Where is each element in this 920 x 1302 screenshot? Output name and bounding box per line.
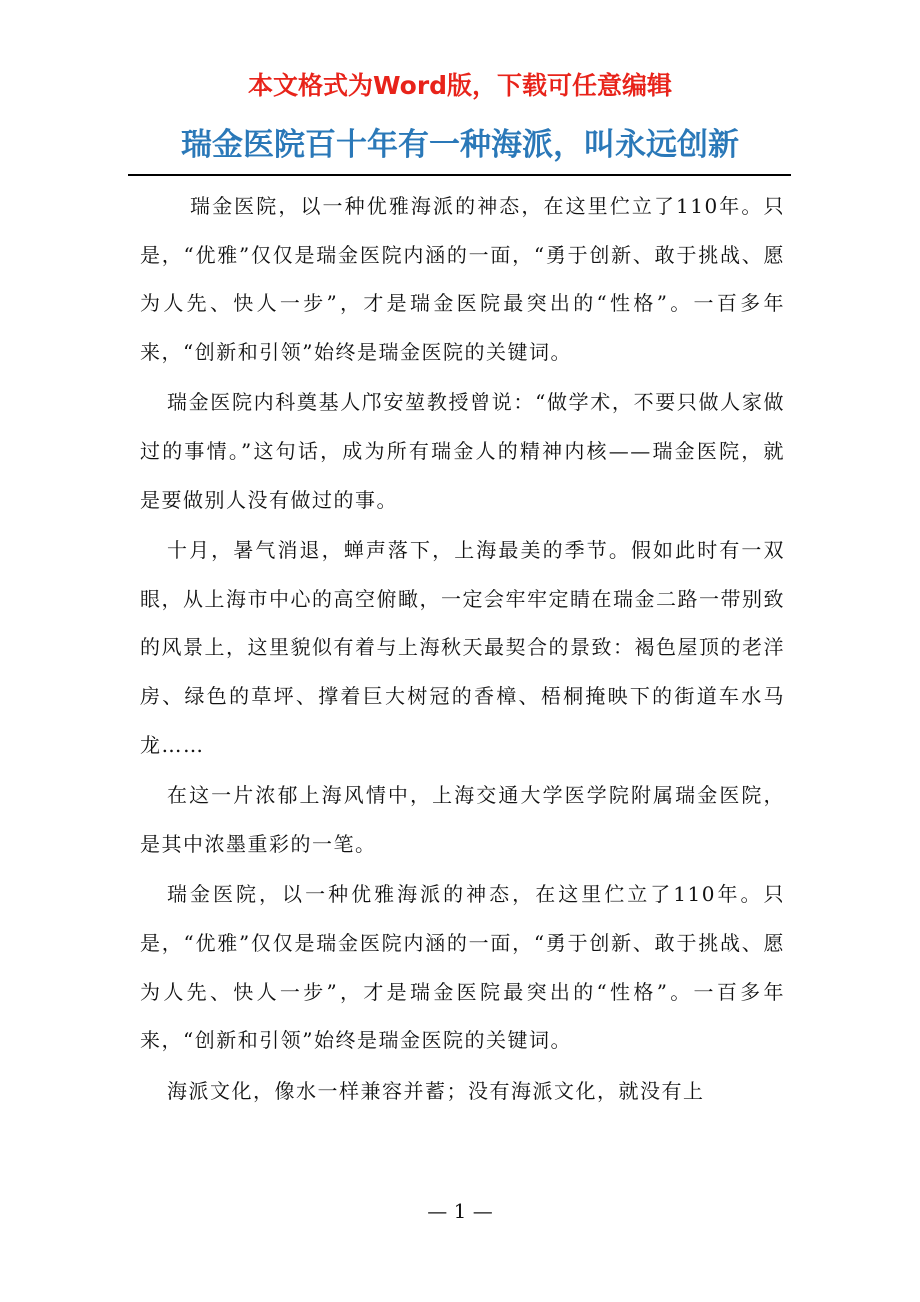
paragraph-4: 在这一片浓郁上海风情中，上海交通大学医学院附属瑞金医院，是其中浓墨重彩的一笔。	[140, 783, 785, 856]
title-divider	[128, 174, 791, 176]
format-notice-banner: 本文格式为Word版，下载可任意编辑	[247, 71, 673, 100]
paragraph-6: 海派文化，像水一样兼容并蓄；没有海派文化，就没有上	[167, 1078, 705, 1103]
document-body	[140, 182, 785, 1117]
page-number: — 1 —	[427, 1199, 493, 1223]
paragraph-5: 瑞金医院，以一种优雅海派的神态，在这里伫立了110年。只是，“优雅”仅仅是瑞金医院内涵的一面，“勇于创新、敢于挑战、愿为人先、快人一步”，才是瑞金医院最突出的“性格”。一百多年来，“创新和引领”始终是瑞金医院的关键词。	[140, 882, 785, 1053]
document-title: 瑞金医院百十年有一种海派，叫永远创新	[181, 127, 739, 163]
paragraph-2: 瑞金医院内科奠基人邝安堃教授曾说：“做学术，不要只做人家做过的事情。”这句话，成为所有瑞金人的精神内核——瑞金医院，就是要做别人没有做过的事。	[140, 390, 785, 512]
paragraph-1: 瑞金医院，以一种优雅海派的神态，在这里伫立了110年。只是，“优雅”仅仅是瑞金医院内涵的一面，“勇于创新、敢于挑战、愿为人先、快人一步”，才是瑞金医院最突出的“性格”。一百多年来，“创新和引领”始终是瑞金医院的关键词。	[140, 194, 785, 364]
paragraph-3: 十月，暑气消退，蝉声落下，上海最美的季节。假如此时有一双眼，从上海市中心的高空俯瞰，一定会牢牢定睛在瑞金二路一带别致的风景上，这里貌似有着与上海秋天最契合的景致：褐色屋顶的老洋房、绿色的草坪、撑着巨大树冠的香樟、梧桐掩映下的街道车水马龙……	[140, 538, 785, 757]
